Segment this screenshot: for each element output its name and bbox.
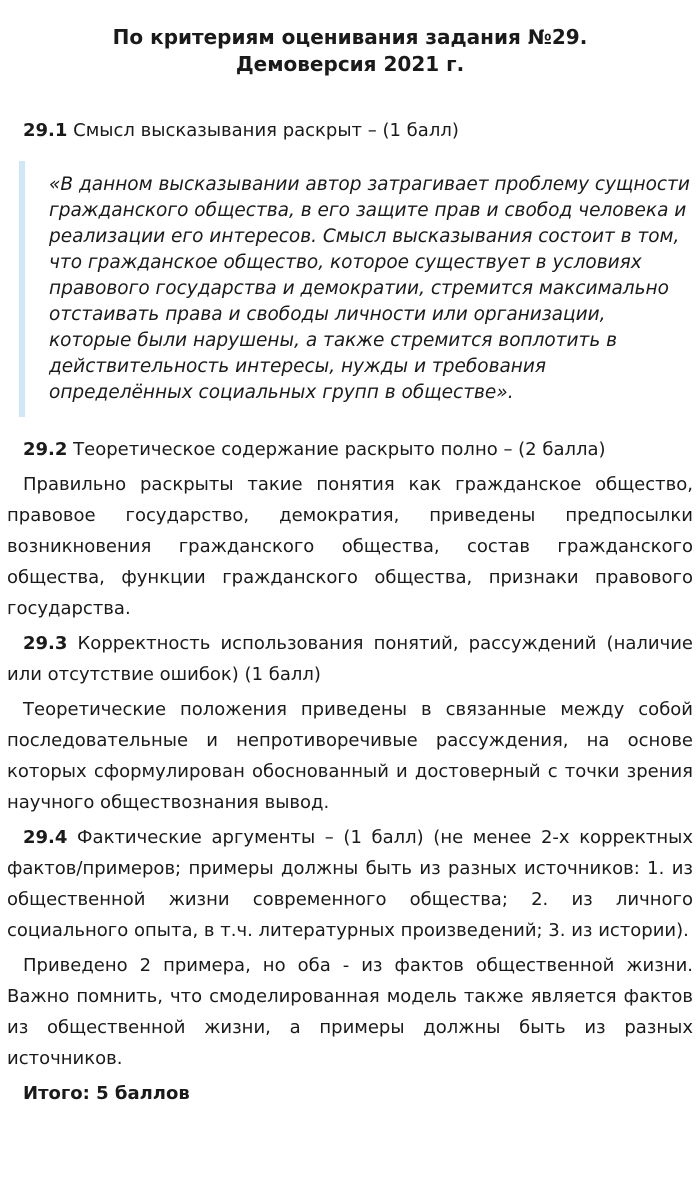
comment-29-2: Правильно раскрыты такие понятия как гражданское общество, правовое государство, демократия, приведены предпосылки возникновения гражданского общества, состав гражданского общества, функции гражданского общества, признаки правового государства. <box>7 474 693 619</box>
criterion-number: 29.3 <box>23 633 68 654</box>
criterion-number: 29.1 <box>23 120 68 141</box>
total-score: Итого: 5 баллов <box>23 1083 190 1104</box>
criterion-29-4 <box>7 822 693 946</box>
comment-29-4: Приведено 2 примера, но оба - из фактов общественной жизни. Важно помнить, что смоделированная модель также является фактов из общественной жизни, а примеры должны быть из разных источников. <box>7 955 693 1069</box>
page-title <box>7 0 693 78</box>
answer-quote: «В данном высказывании автор затрагивает проблему сущности гражданского общества, в его защите прав и свобод человека и реализации его интересов. Смысл высказывания состоит в том, что гражданское общество, которое существует в условиях правового государства и демократии, стремится максимально отстаивать права и свободы личности или организации, которые были нарушены, а также стремится воплотить в действительность интересы, нужды и требования определённых социальных групп в обществе». <box>19 161 693 417</box>
criterion-number: 29.4 <box>23 827 68 848</box>
criterion-text: Фактические аргументы – (1 балл) (не менее 2-х корректных фактов/примеров; примеры должны быть из разных источников: 1. из общественной жизни современного общества; 2. из личного социального опыта, в т.ч. литературных произведений; 3. из истории). <box>7 827 693 941</box>
criterion-number: 29.2 <box>23 439 68 460</box>
criterion-text: Теоретическое содержание раскрыто полно – (2 балла) <box>73 439 606 460</box>
criterion-29-2 <box>7 434 693 465</box>
criterion-29-3 <box>7 628 693 690</box>
criterion-29-1 <box>7 115 693 146</box>
title-line-2: Демоверсия 2021 г. <box>235 52 465 76</box>
comment-29-3: Теоретические положения приведены в связанные между собой последовательные и непротиворечивые рассуждения, на основе которых сформулирован обоснованный и достоверный с точки зрения научного обществознания вывод. <box>7 699 693 813</box>
title-line-1: По критериям оценивания задания №29. <box>112 25 588 49</box>
criterion-text: Корректность использования понятий, рассуждений (наличие или отсутствие ошибок) (1 балл) <box>7 633 693 685</box>
criterion-text: Смысл высказывания раскрыт – (1 балл) <box>73 120 459 141</box>
